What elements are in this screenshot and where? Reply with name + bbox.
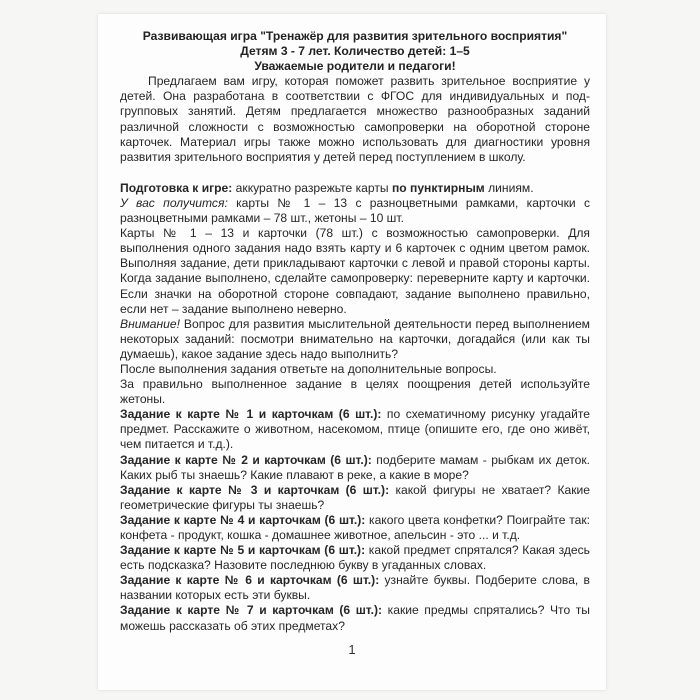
task-6-label: Задание к карте № 6 и карточкам (6 шт.): bbox=[120, 573, 380, 588]
task-1 bbox=[120, 407, 590, 452]
task-1-text: по схематичному рисунку угадайте предмет. Расскажите о животном, насекомом, птице (опишите его, где оно живёт, чем питается и т.д.). bbox=[120, 407, 590, 452]
greeting: Уважаемые родители и педагоги! bbox=[254, 59, 456, 74]
task-7-text: какие предмы спрятались? Что ты можешь рассказать об этих предметах? bbox=[120, 603, 590, 633]
page-content bbox=[120, 29, 590, 634]
task-5-text: какой предмет спрятался? Какая здесь есть подсказка? Назовите последнюю букву в угаданных словах. bbox=[120, 543, 590, 573]
after-task-paragraph: После выполнения задания ответьте на дополнительные вопросы. bbox=[120, 361, 497, 376]
task-3 bbox=[120, 483, 590, 513]
page-number: 1 bbox=[348, 642, 356, 657]
spacer bbox=[120, 165, 590, 181]
prep-text-after: линиям. bbox=[484, 180, 534, 195]
task-4-label: Задание к карте № 4 и карточкам (6 шт.): bbox=[120, 512, 366, 527]
rules-paragraph: Карты № 1 – 13 и карточки (78 шт.) с возможностью самопроверки. Для выполнения одного задания надо взять карту и 6 карточек с одним цветом рамок. Выполняя задание, дети прикладывают карточки с левой и правой стороны карты. Когда задание выполнено, сделайте самопроверку: переверните карту и карточки. Если значки на оборотной стороне совпадают, задание выполнено правильно, если нет – задание выполнено неверно. bbox=[120, 226, 590, 316]
document-page bbox=[98, 14, 606, 690]
task-4 bbox=[120, 513, 590, 543]
attention-text: Вопрос для развития мыслительной деятельности перед выполнением некоторых заданий: посмотри внимательно на карточки, догадайся (или как ты думаешь), какое задание здесь надо выполнить? bbox=[120, 316, 590, 361]
task-3-label: Задание к карте № 3 и карточкам (6 шт.): bbox=[120, 482, 390, 497]
task-3-text: какой фигуры не хватает? Какие геометрические фигуры ты знаешь? bbox=[120, 482, 590, 512]
task-4-text: какого цвета конфетки? Поиграйте так: конфета - продукт, кошка - домашнее животное, апельсин - это ... и т.д. bbox=[120, 512, 590, 542]
attention-label: Внимание! bbox=[120, 316, 180, 331]
task-7 bbox=[120, 603, 590, 633]
age-info: Детям 3 - 7 лет. Количество детей: 1–5 bbox=[240, 44, 470, 59]
received-paragraph bbox=[120, 196, 590, 226]
task-6 bbox=[120, 573, 590, 603]
prep-paragraph bbox=[120, 181, 590, 196]
task-7-label: Задание к карте № 7 и карточкам (6 шт.): bbox=[120, 603, 383, 618]
task-5-label: Задание к карте № 5 и карточкам (6 шт.): bbox=[120, 543, 366, 558]
task-2-label: Задание к карте № 2 и карточкам (6 шт.): bbox=[120, 452, 372, 467]
task-5 bbox=[120, 543, 590, 573]
reward-paragraph: За правильно выполненное задание в целях поощрения детей используйте жетоны. bbox=[120, 377, 590, 407]
intro-paragraph: Предлагаем вам игру, которая поможет развить зрительное восприятие у детей. Она разработана в соответствии с ФГОС для индивидуальных и под-групповых занятий. Детям предлагается множество разнообразных заданий различной сложности с возможностью самопроверки на оборотной стороне карточек. Материал игры также можно использовать для диагностики уровня развития зрительного восприятия у детей перед поступлением в школу. bbox=[120, 74, 590, 164]
task-6-text: узнайте буквы. Подберите слова, в названии которых есть эти буквы. bbox=[120, 573, 590, 603]
document-title: Развивающая игра "Тренажёр для развития зрительного восприятия" bbox=[142, 29, 568, 43]
received-label: У вас получится: bbox=[120, 195, 228, 210]
task-2-text: подберите мамам - рыбкам их деток. Каких рыб ты знаешь? Какие плавают в реке, а какие в море? bbox=[120, 452, 590, 482]
received-text: карты № 1 – 13 с разноцветными рамками, карточки с разноцветными рамками – 78 шт., жетоны – 10 шт. bbox=[120, 195, 590, 226]
prep-label: Подготовка к игре: bbox=[120, 180, 233, 195]
prep-emphasis: по пунктирным bbox=[391, 180, 485, 195]
task-1-label: Задание к карте № 1 и карточкам (6 шт.): bbox=[120, 407, 382, 422]
task-2 bbox=[120, 453, 590, 483]
prep-text-before: аккуратно разрежьте карты bbox=[232, 180, 392, 195]
attention-paragraph bbox=[120, 317, 590, 362]
